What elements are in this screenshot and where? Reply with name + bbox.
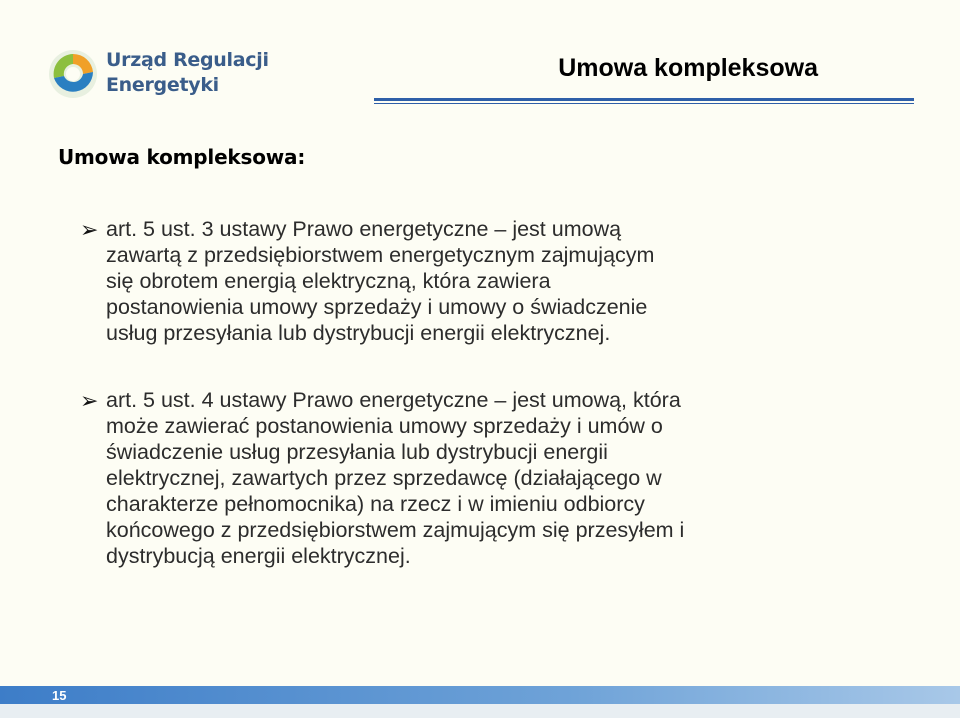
title-underline-thin <box>374 103 914 104</box>
paragraph-line: charakterze pełnomocnika) na rzecz i w imieniu odbiorcy <box>106 492 645 516</box>
page-number: 15 <box>52 688 67 703</box>
paragraph-line: art. 5 ust. 3 ustawy Prawo energetyczne – jest umową <box>106 217 622 241</box>
paragraph-line: się obrotem energią elektryczną, która zawiera <box>106 269 551 293</box>
paragraph-art-5-ust-4 <box>106 387 906 569</box>
section-subtitle: Umowa kompleksowa: <box>58 145 306 169</box>
title-underline <box>374 98 914 101</box>
logo-line-1: Urząd Regulacji <box>106 49 269 71</box>
footer-bar <box>0 686 960 704</box>
bullet-arrow-icon: ➢ <box>80 217 99 242</box>
logo-text <box>106 48 269 98</box>
paragraph-line: świadczenie usług przesyłania lub dystrybucji energii <box>106 440 608 464</box>
paragraph-line: usług przesyłania lub dystrybucji energii elektrycznej. <box>106 321 611 345</box>
logo-emblem-icon <box>46 44 102 104</box>
slide-title: Umowa kompleksowa <box>558 54 818 82</box>
paragraph-line: dystrybucją energii elektrycznej. <box>106 544 411 568</box>
logo-line-2: Energetyki <box>106 74 219 96</box>
urе-logo <box>46 44 286 110</box>
paragraph-line: elektrycznej, zawartych przez sprzedawcę (działającego w <box>106 466 662 490</box>
paragraph-line: zawartą z przedsiębiorstwem energetycznym zajmującym <box>106 243 655 267</box>
footer-strip <box>0 704 960 718</box>
paragraph-line: może zawierać postanowienia umowy sprzedaży i umów o <box>106 414 663 438</box>
bullet-arrow-icon: ➢ <box>80 388 99 413</box>
paragraph-art-5-ust-3 <box>106 216 906 346</box>
paragraph-line: postanowienia umowy sprzedaży i umowy o świadczenie <box>106 295 648 319</box>
paragraph-line: art. 5 ust. 4 ustawy Prawo energetyczne – jest umową, która <box>106 388 681 412</box>
paragraph-line: końcowego z przedsiębiorstwem zajmującym się przesyłem i <box>106 518 685 542</box>
